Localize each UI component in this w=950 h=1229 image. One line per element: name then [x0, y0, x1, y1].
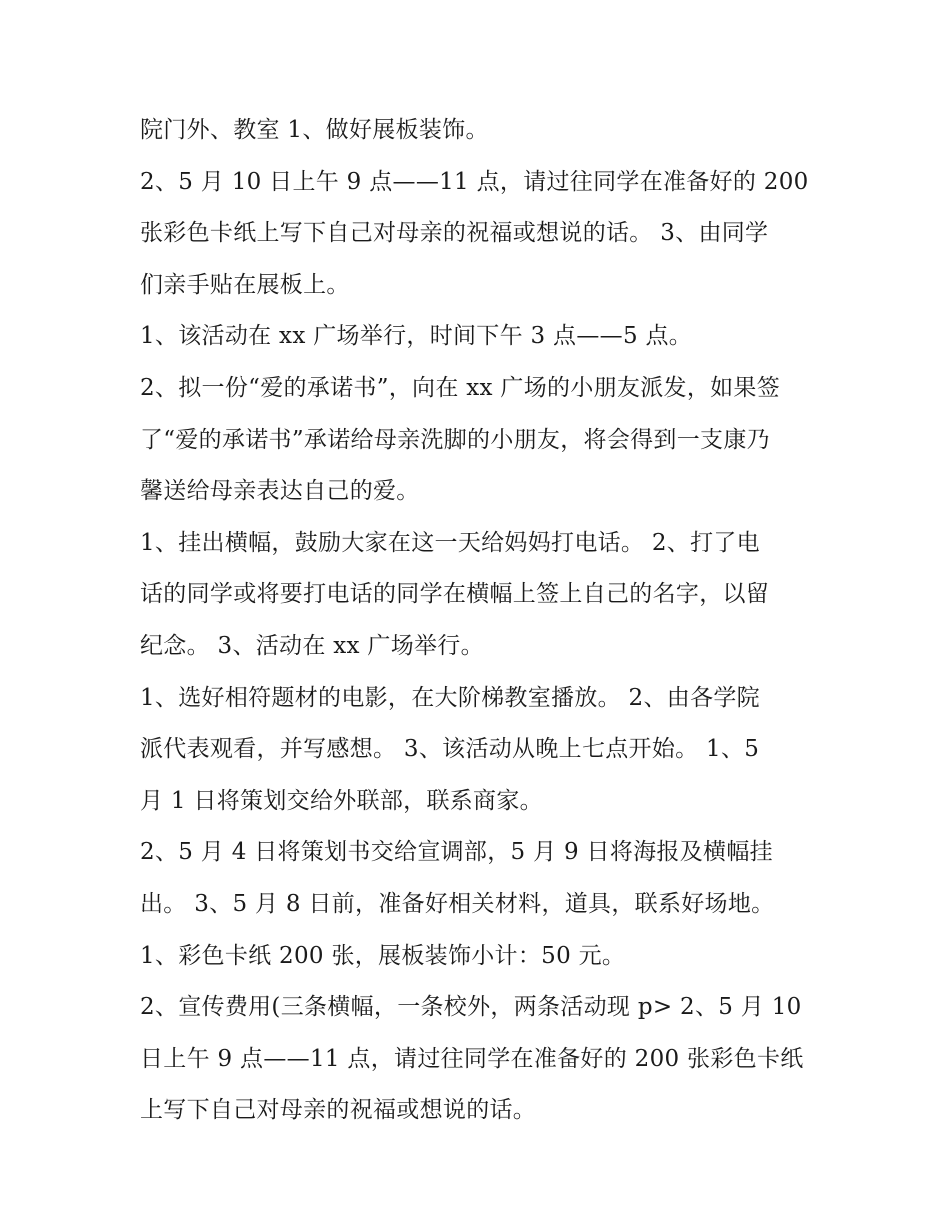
text-line: 馨送给母亲表达自己的爱。	[140, 478, 420, 505]
document-body	[140, 105, 820, 1137]
text-line: 了“爱的承诺书”承诺给母亲洗脚的小朋友，将会得到一支康乃	[140, 426, 770, 453]
text-line: 上写下自己对母亲的祝福或想说的话。	[140, 1097, 537, 1124]
text-line: 派代表观看，并写感想。 3、该活动从晚上七点开始。 1、5	[140, 736, 760, 763]
text-line: 们亲手贴在展板上。	[140, 271, 350, 298]
text-line: 2、拟一份“爱的承诺书”，向在 xx 广场的小朋友派发，如果签	[140, 374, 781, 401]
text-line: 1、挂出横幅，鼓励大家在这一天给妈妈打电话。 2、打了电	[140, 529, 760, 556]
text-line: 2、5 月 10 日上午 9 点——11 点，请过往同学在准备好的 200	[140, 168, 809, 195]
text-line: 2、5 月 4 日将策划书交给宣调部，5 月 9 日将海报及横幅挂	[140, 839, 773, 866]
text-line: 2、宣传费用(三条横幅，一条校外，两条活动现 p> 2、5 月 10	[140, 994, 802, 1021]
text-line: 1、选好相符题材的电影，在大阶梯教室播放。 2、由各学院	[140, 684, 760, 711]
text-line: 日上午 9 点——11 点，请过往同学在准备好的 200 张彩色卡纸	[140, 1045, 804, 1072]
text-line: 出。 3、5 月 8 日前，准备好相关材料，道具，联系好场地。	[140, 890, 775, 917]
text-line: 话的同学或将要打电话的同学在横幅上签上自己的名字，以留	[140, 581, 770, 608]
text-line: 1、该活动在 xx 广场举行，时间下午 3 点——5 点。	[140, 323, 693, 350]
text-line: 纪念。 3、活动在 xx 广场举行。	[140, 632, 484, 659]
text-line: 院门外、教室 1、做好展板装饰。	[140, 117, 489, 143]
text-line: 1、彩色卡纸 200 张，展板装饰小计：50 元。	[140, 942, 626, 969]
text-line: 月 1 日将策划交给外联部，联系商家。	[140, 787, 543, 814]
text-line: 张彩色卡纸上写下自己对母亲的祝福或想说的话。 3、由同学	[140, 220, 769, 247]
